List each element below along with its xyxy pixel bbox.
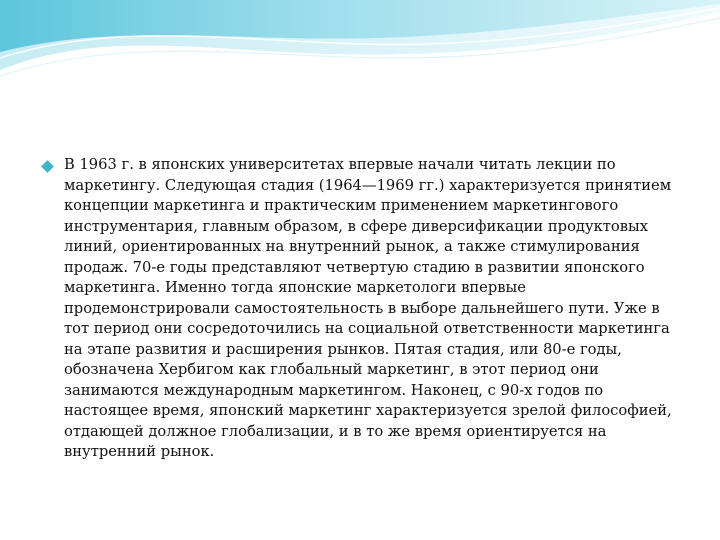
content-area <box>40 155 680 463</box>
bullet-paragraph: В 1963 г. в японских университетах впервые начали читать лекции по маркетингу. Следующая стадия (1964—1969 гг.) характеризуется принятием концепции маркетинга и практическим применением маркетингового инструментария, главным образом, в сфере диверсификации продуктовых линий, ориентированных на внутренний рынок, а также стимулирования продаж. 70-е годы представляют четвертую стадию в развитии японского маркетинга. Именно тогда японские маркетологи впервые продемонстрировали самостоятельность в выборе дальнейшего пути. Уже в тот период они сосредоточились на социальной ответственности маркетинга на этапе развития и расширения рынков. Пятая стадия, или 80-е годы, обозначена Хербигом как глобальный маркетинг, в этот период они занимаются международным маркетингом. Наконец, с 90-х годов по настоящее время, японский маркетинг характеризуется зрелой философией, отдающей должное глобализации, и в то же время ориентируется на внутренний рынок. <box>64 156 672 460</box>
diamond-bullet-icon <box>41 160 54 173</box>
header-wave-decoration <box>0 0 720 90</box>
bullet-item <box>40 155 680 463</box>
